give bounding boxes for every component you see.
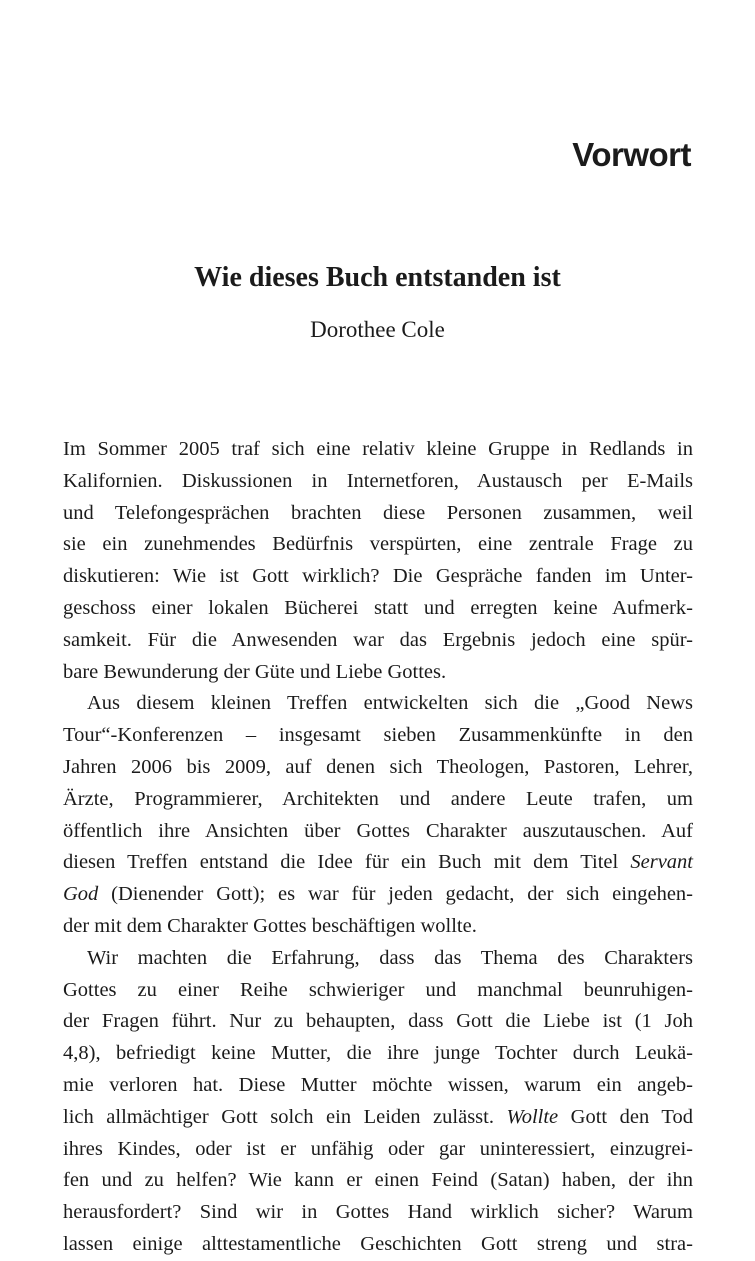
text-line: der Fragen führt. Nur zu behaupten, dass Gott die Liebe ist (1 Joh bbox=[63, 1010, 693, 1033]
text-line: Ärzte, Programmierer, Architekten und andere Leute trafen, um bbox=[63, 787, 693, 810]
text-line: fen und zu helfen? Wie kann er einen Feind (Satan) haben, der ihn bbox=[63, 1169, 693, 1192]
text-line bbox=[63, 847, 693, 879]
text-line: lassen einige alttestamentliche Geschichten Gott streng und stra- bbox=[63, 1232, 693, 1255]
paragraph bbox=[63, 434, 693, 688]
paragraph bbox=[63, 688, 693, 942]
italic-text: Servant bbox=[630, 851, 693, 874]
section-title: Wie dieses Buch entstanden ist bbox=[194, 262, 561, 293]
text-line bbox=[63, 879, 693, 911]
text-line: Tour“-Konferenzen – insgesamt sieben Zusammenkünfte in den bbox=[63, 724, 693, 747]
text-line: geschoss einer lokalen Bücherei statt und erregten keine Aufmerk- bbox=[63, 596, 693, 619]
paragraph bbox=[63, 943, 693, 1261]
text-line: 4,8), befriedigt keine Mutter, die ihre junge Tochter durch Leukä- bbox=[63, 1042, 693, 1065]
text-line: Gottes zu einer Reihe schwieriger und manchmal beunruhigen- bbox=[63, 978, 693, 1001]
text-line bbox=[63, 1102, 693, 1134]
body-text bbox=[63, 434, 693, 1261]
text-line: ihres Kindes, oder ist er unfähig oder gar uninteressiert, einzugrei- bbox=[63, 1137, 693, 1160]
text-line: der mit dem Charakter Gottes beschäftigen wollte. bbox=[63, 914, 477, 937]
author-name: Dorothee Cole bbox=[310, 317, 445, 342]
italic-text: Wollte bbox=[506, 1105, 559, 1128]
text-segment: Gott den Tod bbox=[558, 1105, 693, 1128]
text-line: Kalifornien. Diskussionen in Internetforen, Austausch per E-Mails bbox=[63, 469, 693, 492]
text-segment: diesen Treffen entstand die Idee für ein Buch mit dem Titel bbox=[63, 851, 631, 874]
text-line: Im Sommer 2005 traf sich eine relativ kleine Gruppe in Redlands in bbox=[63, 438, 693, 460]
text-line: diskutieren: Wie ist Gott wirklich? Die Gespräche fanden im Unter- bbox=[63, 565, 693, 588]
text-line: und Telefongesprächen brachten diese Personen zusammen, weil bbox=[63, 501, 693, 524]
text-line: samkeit. Für die Anwesenden war das Ergebnis jedoch eine spür- bbox=[63, 628, 693, 651]
italic-text: God bbox=[63, 883, 99, 906]
text-line: Wir machten die Erfahrung, dass das Thema des Charakters bbox=[87, 946, 693, 969]
text-line: öffentlich ihre Ansichten über Gottes Charakter auszutauschen. Auf bbox=[63, 819, 693, 842]
text-line: sie ein zunehmendes Bedürfnis verspürten, eine zentrale Frage zu bbox=[63, 533, 693, 556]
text-segment: (Dienender Gott); es war für jeden gedacht, der sich eingehen- bbox=[98, 883, 693, 906]
chapter-title: Vorwort bbox=[572, 136, 691, 173]
text-line: Jahren 2006 bis 2009, auf denen sich Theologen, Pastoren, Lehrer, bbox=[63, 755, 693, 778]
text-segment: lich allmächtiger Gott solch ein Leiden zulässt. bbox=[63, 1105, 507, 1128]
text-line: mie verloren hat. Diese Mutter möchte wissen, warum ein angeb- bbox=[63, 1073, 693, 1096]
text-line: herausfordert? Sind wir in Gottes Hand wirklich sicher? Warum bbox=[63, 1201, 693, 1224]
text-line: Aus diesem kleinen Treffen entwickelten sich die „Good News bbox=[87, 692, 693, 715]
text-line: bare Bewunderung der Güte und Liebe Gottes. bbox=[63, 660, 447, 683]
